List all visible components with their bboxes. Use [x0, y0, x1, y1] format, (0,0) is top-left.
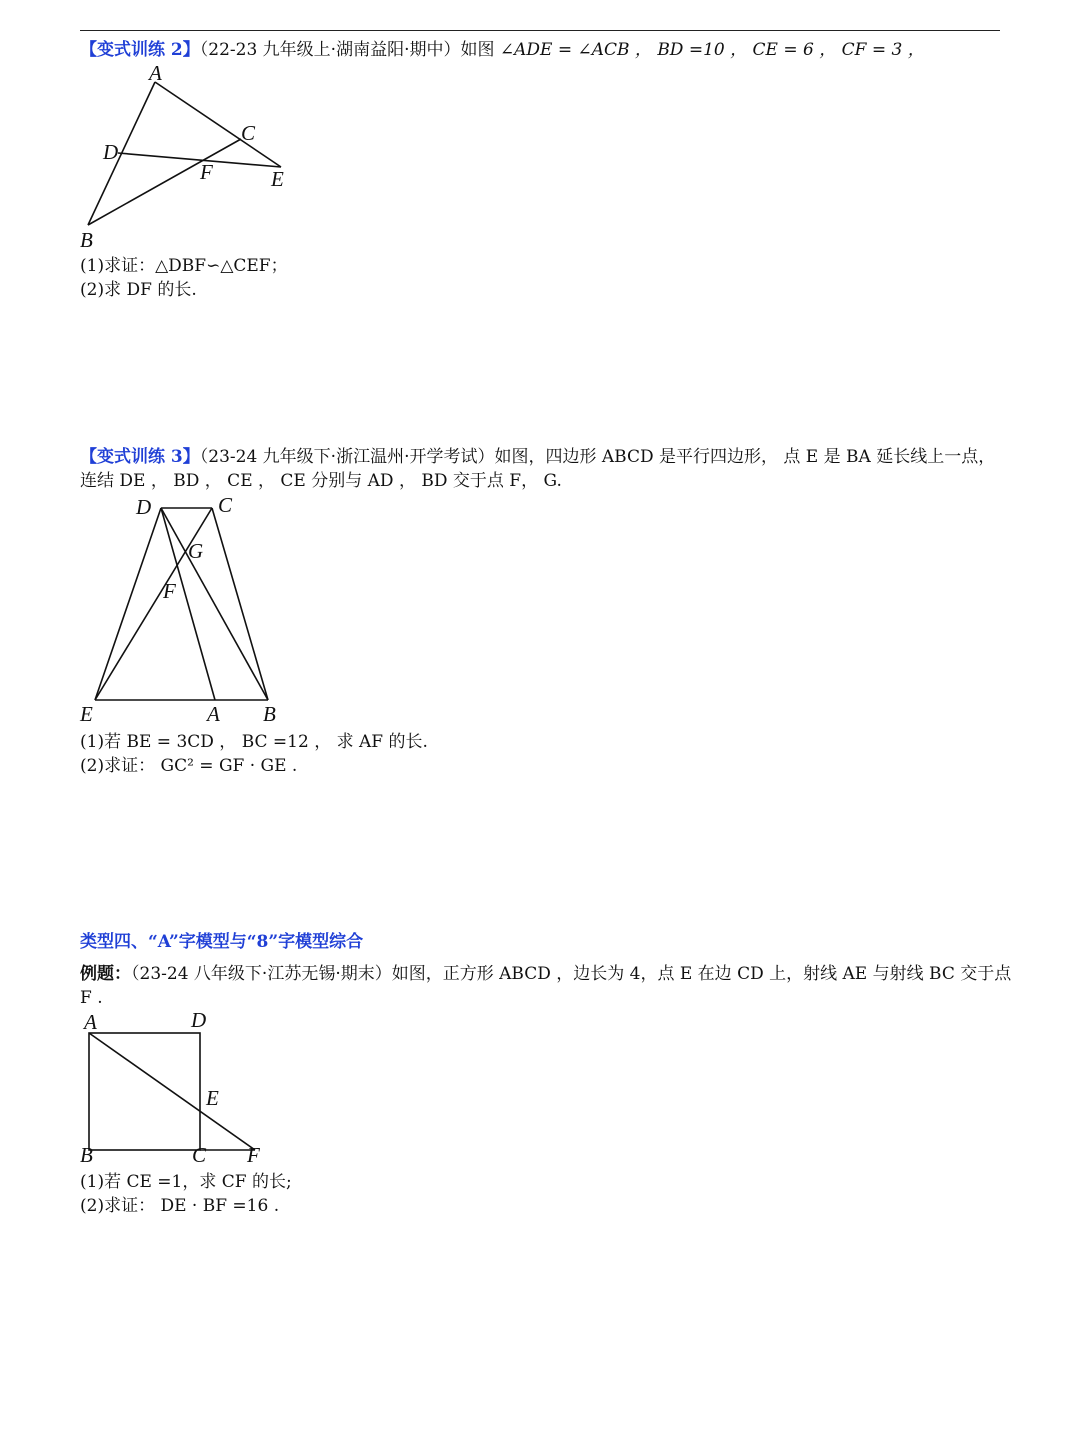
label-f: F: [247, 1143, 260, 1167]
label-a: A: [84, 1010, 97, 1034]
label-d: D: [103, 140, 119, 164]
example-tag: 例题：: [80, 964, 131, 984]
problem2-question1: (1)若 BE = 3CD ， BC =12 ， 求 AF 的长.: [80, 732, 428, 752]
section-heading: 类型四、“A”字模型与“8”字模型综合: [80, 932, 364, 952]
label-a: A: [149, 62, 162, 85]
segment-de: [95, 508, 161, 700]
label-e: E: [80, 702, 93, 726]
example-question2: (2)求证： DE · BF =16 .: [80, 1196, 280, 1216]
figure-triangle-adbe: [78, 62, 308, 252]
problem1-tag: 【变式训练 2】: [80, 40, 200, 60]
label-d: D: [191, 1008, 207, 1032]
problem2-tag: 【变式训练 3】: [80, 447, 200, 467]
square-abcd: [89, 1033, 200, 1150]
label-b: B: [80, 1143, 93, 1167]
label-f: F: [200, 160, 213, 184]
problem1-condition: ∠ADE = ∠ACB ， BD =10 ， CE = 6 ， CF = 3 ，: [499, 40, 925, 60]
problem1-source: （22-23 九年级上·湖南益阳·期中）如图: [199, 40, 495, 60]
label-c: C: [218, 493, 233, 517]
example-line1: （23-24 八年级下·江苏无锡·期末）如图，正方形 ABCD ，边长为 4，点 E 在边 CD 上，射线 AE 与射线 BC 交于点: [131, 964, 1012, 984]
problem2-statement-line1: [80, 445, 1010, 469]
problem2-statement-line2: 连结 DE ， BD ， CE ， CE 分别与 AD ， BD 交于点 F， G.: [80, 471, 562, 491]
ray-af: [89, 1033, 255, 1150]
label-c: C: [241, 121, 256, 145]
problem1-statement: [80, 38, 1010, 62]
example-question1: (1)若 CE =1，求 CF 的长;: [80, 1172, 292, 1192]
problem2-line1: （23-24 九年级下·浙江温州·开学考试）如图，四边形 ABCD 是平行四边形， 点 E 是 BA 延长线上一点，: [199, 447, 996, 467]
label-b: B: [80, 228, 93, 252]
problem1-question1: (1)求证：△DBF∽△CEF；: [80, 256, 288, 276]
label-g: G: [188, 539, 204, 563]
segment-da: [161, 508, 215, 700]
figure-parallelogram: [78, 492, 308, 732]
figure-square: [78, 1008, 278, 1170]
top-rule: [80, 30, 1000, 31]
label-e: E: [206, 1086, 219, 1110]
label-f: F: [163, 579, 176, 603]
label-b: B: [263, 702, 276, 726]
segment-db: [161, 508, 268, 700]
example-statement-line2: F .: [80, 988, 103, 1008]
label-c: C: [192, 1143, 207, 1167]
label-e: E: [271, 167, 284, 191]
problem2-question2: (2)求证： GC² = GF · GE .: [80, 756, 298, 776]
problem1-question2: (2)求 DF 的长.: [80, 280, 197, 300]
segment-ae: [155, 82, 281, 167]
segment-ce: [95, 508, 212, 700]
example-statement-line1: [80, 962, 1010, 986]
label-d: D: [136, 495, 152, 519]
segment-cb: [212, 508, 268, 700]
label-a: A: [207, 702, 220, 726]
